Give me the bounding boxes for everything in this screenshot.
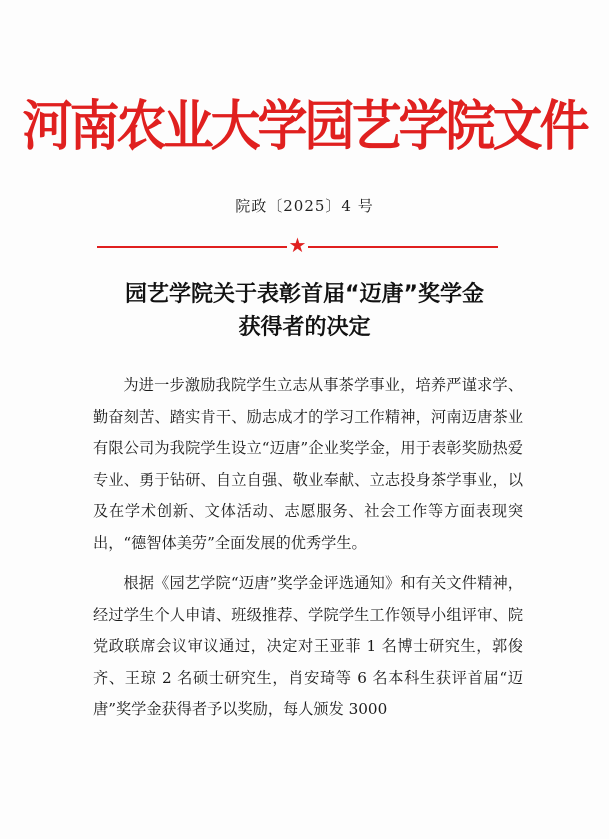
masthead-title: 河南农业大学园艺学院文件 bbox=[22, 94, 587, 158]
red-divider bbox=[97, 233, 498, 257]
body-paragraph: 为进一步激励我院学生立志从事茶学事业，培养严谨求学、勤奋刻苦、踏实肯干、励志成才的学习工作精神，河南迈唐茶业有限公司为我院学生设立“迈唐”企业奖学金，用于表彰奖励热爱专业、勇于钻研、自立自强、敬业奉献、立志投身茶学事业，以及在学术创新、文体活动、志愿服务、社会工作等方面表现突出，“德智体美劳”全面发展的优秀学生。 bbox=[93, 376, 523, 552]
divider-line-left bbox=[97, 246, 287, 248]
title-line-2: 获得者的决定 bbox=[238, 315, 371, 340]
document-title bbox=[0, 278, 609, 344]
title-line-1: 园艺学院关于表彰首届“迈唐”奖学金 bbox=[125, 282, 484, 307]
divider-line-right bbox=[308, 246, 498, 248]
star-icon: ★ bbox=[288, 233, 307, 257]
body-paragraph: 根据《园艺学院“迈唐”奖学金评选通知》和有关文件精神，经过学生个人申请、班级推荐、学院学生工作领导小组评审、院党政联席会议审议通过，决定对王亚菲 1 名博士研究生，郭俊齐、王琼 2 名硕士研究生，肖安琦等 6 名本科生获评首届“迈唐”奖学金获得者予以奖励，每人颁发 3000 bbox=[93, 574, 523, 718]
document-number: 院政〔2025〕4 号 bbox=[235, 197, 374, 215]
document-body bbox=[93, 370, 523, 735]
